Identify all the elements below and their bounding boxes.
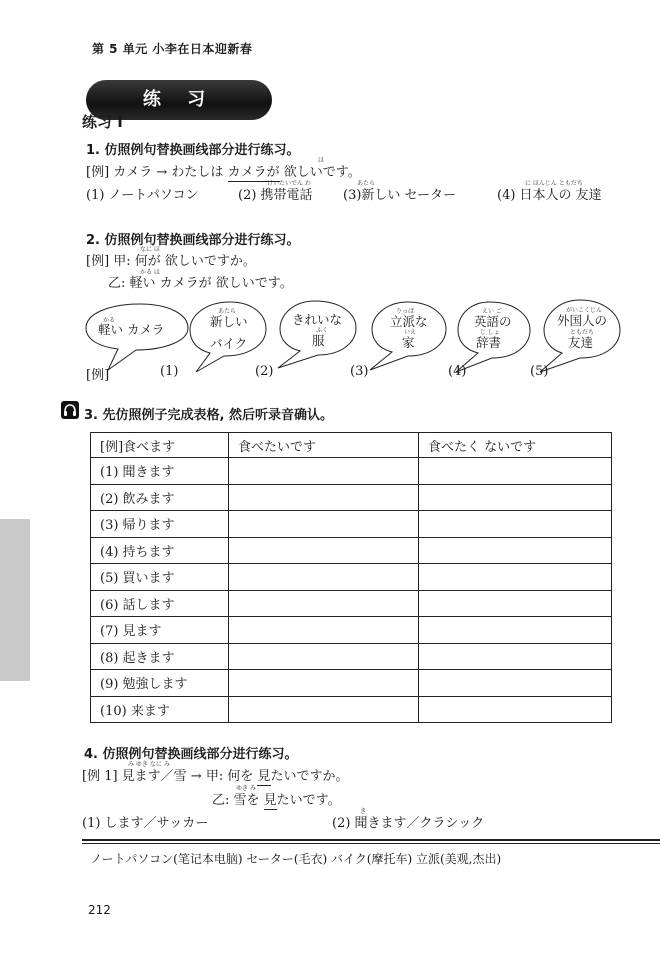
answer-cell-takunai[interactable]	[419, 458, 612, 485]
vocabulary-gloss: ノートパソコン(笔记本电脑) セーター(毛衣) バイク(摩托车) 立派(美观,杰出)	[90, 852, 502, 866]
verb-cell: (3) 帰ります	[91, 511, 229, 538]
answer-cell-takunai[interactable]	[419, 484, 612, 511]
bubble-ex-text: 軽い カメラ	[98, 322, 165, 337]
table-header-row	[91, 433, 612, 458]
bubble-ex-ruby: かる	[103, 317, 116, 324]
verb-cell: (7) 見ます	[91, 617, 229, 644]
bubble-marker-1: (1)	[160, 364, 179, 379]
answer-cell-tai[interactable]	[229, 617, 419, 644]
bubble4-ruby: えい ご	[482, 308, 502, 315]
bubble1-l2: バイク	[210, 336, 248, 351]
table-row	[91, 537, 612, 564]
answer-cell-takunai[interactable]	[419, 564, 612, 591]
ex1-example-tail: 欲しいです。	[283, 165, 361, 180]
ex3-title: 3. 先仿照例子完成表格, 然后听录音确认。	[84, 408, 333, 423]
header-takunai: 食べたく ないです	[419, 433, 612, 458]
answer-cell-tai[interactable]	[229, 458, 419, 485]
ex2-title: 2. 仿照例句替换画线部分进行练习。	[86, 233, 300, 248]
ex4-item-2: (2) 聞きます／クラシック	[332, 816, 485, 831]
ex1-item4-ruby: に ほんじん ともだち	[525, 180, 583, 187]
ex1-example-ruby: ほ	[318, 157, 325, 164]
bubble-marker-3: (3)	[350, 364, 369, 379]
conjugation-table	[90, 432, 612, 723]
bubble3-ruby: りっぱ	[396, 308, 415, 315]
speech-bubbles	[0, 0, 660, 400]
footer-rule-thin	[82, 843, 660, 844]
ex4-line2-ruby: ゆき み	[236, 785, 256, 792]
table-row	[91, 590, 612, 617]
verb-cell: (5) 買います	[91, 564, 229, 591]
footer-rule	[82, 839, 660, 841]
answer-cell-tai[interactable]	[229, 511, 419, 538]
table-row	[91, 617, 612, 644]
verb-cell: (10) 来ます	[91, 696, 229, 723]
ex4-line2-underlined: 見	[263, 793, 277, 808]
bubble5-ruby: がいこくじん	[566, 307, 603, 314]
answer-cell-takunai[interactable]	[419, 643, 612, 670]
section-title: 练习 Ⅰ	[82, 113, 123, 131]
verb-cell: (8) 起きます	[91, 643, 229, 670]
answer-cell-takunai[interactable]	[419, 590, 612, 617]
answer-cell-tai[interactable]	[229, 670, 419, 697]
bubble4-l2: 辞書	[476, 335, 502, 350]
ex4-title: 4. 仿照例句替换画线部分进行练习。	[84, 747, 298, 762]
header-example: [例]食べます	[91, 433, 229, 458]
table-row	[91, 696, 612, 723]
ex1-item-3: (3)新しい セーター	[343, 188, 457, 203]
table-row	[91, 511, 612, 538]
answer-cell-tai[interactable]	[229, 484, 419, 511]
ex1-item-4: (4) 日本人の 友達	[497, 188, 602, 203]
ex1-example-underlined: カメラが	[227, 165, 280, 180]
header-tai: 食べたいです	[229, 433, 419, 458]
bubble2-ruby: ふく	[316, 327, 329, 334]
verb-cell: (2) 飲みます	[91, 484, 229, 511]
bubble4-ruby2: じ しょ	[480, 329, 500, 336]
verb-cell: (1) 聞きます	[91, 458, 229, 485]
headphones-icon[interactable]	[61, 401, 79, 419]
answer-cell-tai[interactable]	[229, 590, 419, 617]
answer-cell-tai[interactable]	[229, 696, 419, 723]
answer-cell-takunai[interactable]	[419, 511, 612, 538]
bubble-marker-example: [例]	[86, 368, 110, 383]
table-row	[91, 484, 612, 511]
page-number: 212	[88, 903, 111, 917]
bubble2-l1: きれいな	[292, 312, 343, 327]
ex1-item2-ruby: けいたいでん わ	[267, 180, 311, 187]
unit-header: 第 5 单元 小李在日本迎新春	[92, 42, 253, 56]
table-row	[91, 564, 612, 591]
bubble-marker-5: (5)	[530, 364, 549, 379]
ex4-line2	[212, 789, 341, 808]
bubble5-l1: 外国人の	[557, 313, 608, 328]
ex4-line2-b: たいです。	[276, 793, 341, 808]
ex2-line2: 乙: 軽い カメラが 欲しいです。	[108, 276, 293, 291]
ex1-item-2: (2) 携帯電話	[238, 188, 313, 203]
ex4-line1	[82, 765, 349, 784]
verb-cell: (4) 持ちます	[91, 537, 229, 564]
ex1-item3-ruby: あたら	[357, 180, 376, 187]
ex4-line1-underlined: 見	[257, 769, 271, 784]
answer-cell-takunai[interactable]	[419, 617, 612, 644]
bubble3-ruby2: いえ	[404, 329, 417, 336]
ex4-line1-b: たいですか。	[270, 769, 349, 784]
bubble4-l1: 英語の	[474, 314, 512, 329]
ex4-item-1: (1) します／サッカー	[82, 816, 209, 831]
ex4-line2-a: 乙: 雪を	[212, 793, 264, 808]
answer-cell-tai[interactable]	[229, 537, 419, 564]
bubble-marker-2: (2)	[255, 364, 274, 379]
table-row	[91, 670, 612, 697]
bubble1-ruby: あたら	[218, 308, 237, 315]
ex4-item2-ruby: き	[360, 808, 367, 815]
answer-cell-takunai[interactable]	[419, 537, 612, 564]
bubble5-l2: 友達	[568, 335, 594, 350]
ex1-title: 1. 仿照例句替换画线部分进行练习。	[86, 143, 300, 158]
verb-cell: (6) 話します	[91, 590, 229, 617]
ex1-item-1: (1) ノートパソコン	[86, 188, 199, 203]
bubble2-l2: 服	[312, 333, 325, 348]
verb-cell: (9) 勉強します	[91, 670, 229, 697]
ex1-example-label: [例] カメラ → わたしは	[86, 165, 224, 180]
table-row	[91, 458, 612, 485]
answer-cell-takunai[interactable]	[419, 670, 612, 697]
bubble-marker-4: (4)	[448, 364, 467, 379]
bubble3-l2: 家	[402, 335, 415, 350]
ex2-line1-ruby: なに ほ	[140, 246, 160, 253]
bubble1-l1: 新しい	[210, 314, 248, 329]
answer-cell-tai[interactable]	[229, 564, 419, 591]
banner-title: 练 习	[142, 89, 216, 110]
ex4-line1-ruby: み ゆき なに み	[128, 761, 170, 768]
bubble5-ruby2: ともだち	[570, 329, 595, 336]
ex4-line1-a: [例 1] 見ます／雪 → 甲: 何を	[82, 769, 258, 784]
answer-cell-tai[interactable]	[229, 643, 419, 670]
bubble3-l1: 立派な	[390, 314, 428, 329]
ex2-line2-ruby: かる ほ	[140, 269, 160, 276]
ex2-line1: [例] 甲: 何が 欲しいですか。	[86, 254, 256, 269]
margin-tab	[0, 519, 30, 681]
table-row	[91, 643, 612, 670]
answer-cell-takunai[interactable]	[419, 696, 612, 723]
